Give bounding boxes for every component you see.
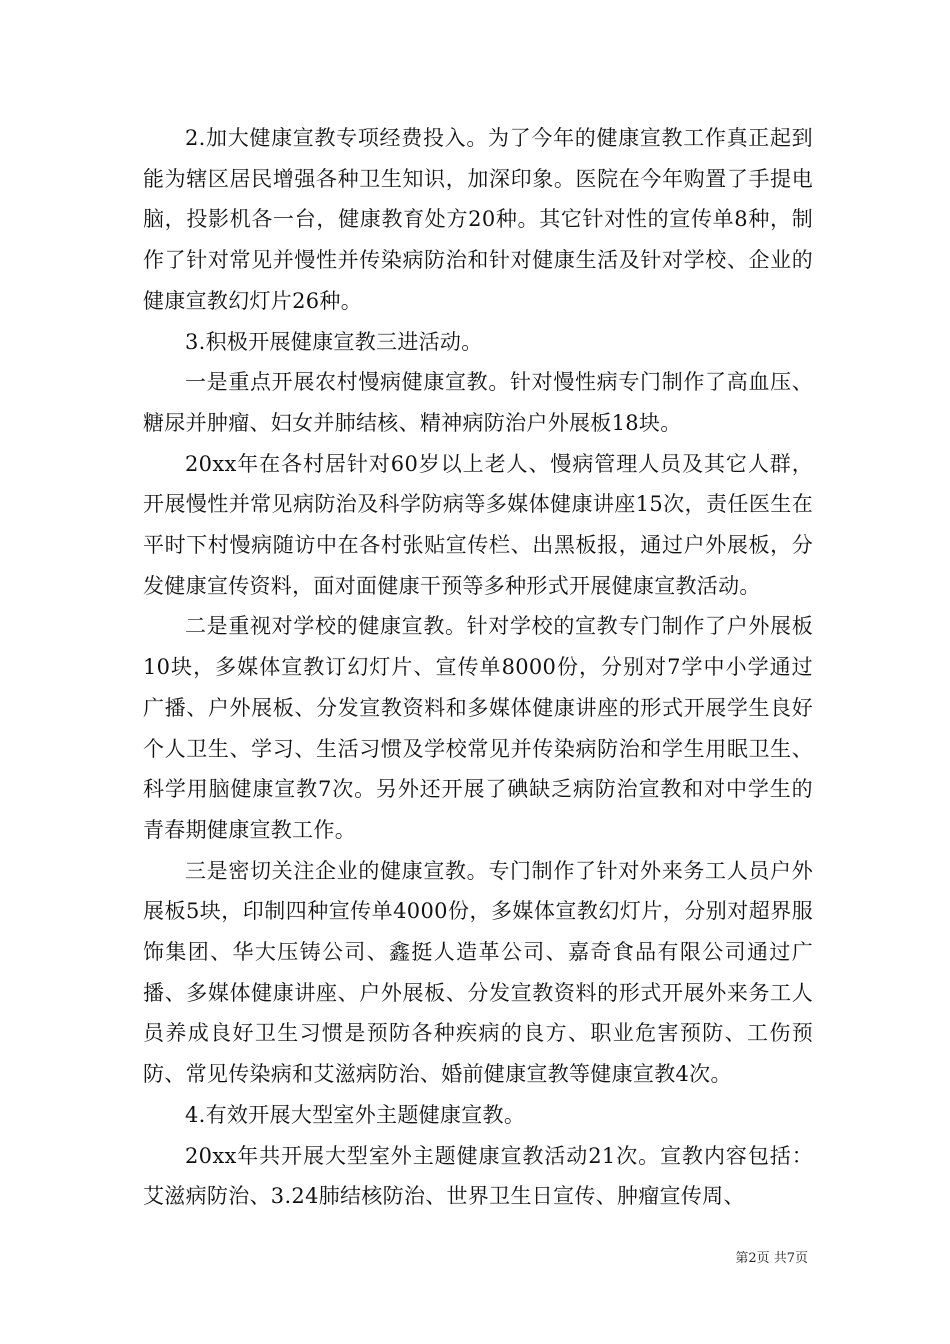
paragraph-rural-chronic: 一是重点开展农村慢病健康宣教。针对慢性病专门制作了高血压、糖尿并肿瘤、妇女并肺结核、精神病防治户外展板18块。 <box>143 370 813 435</box>
paragraph-heading-outdoor: 4.有效开展大型室外主题健康宣教。 <box>185 1102 526 1127</box>
document-body <box>143 118 813 1217</box>
paragraph-outdoor-events: 20xx年共开展大型室外主题健康宣教活动21次。宣教内容包括：艾滋病防治、3.24肺结核防治、世界卫生日宣传、肿瘤宣传周、 <box>143 1143 813 1209</box>
paragraph-village-lectures: 20xx年在各村居针对60岁以上老人、慢病管理人员及其它人群，开展慢性并常见病防治及科学防病等多媒体健康讲座15次，责任医生在平时下村慢病随访中在各村张贴宣传栏、出黑板报，通过户外展板，分发健康宣传资料，面对面健康干预等多种形式开展健康宣教活动。 <box>143 451 813 598</box>
paragraph-enterprise: 三是密切关注企业的健康宣教。专门制作了针对外来务工人员户外展板5块，印制四种宣传单4000份，多媒体宣教幻灯片，分别对超界服饰集团、华大压铸公司、鑫挺人造革公司、嘉奇食品有限公司通过广播、多媒体健康讲座、户外展板、分发宣教资料的形式开展外来务工人员养成良好卫生习惯是预防各种疾病的良方、职业危害预防、工伤预防、常见传染病和艾滋病防治、婚前健康宣教等健康宣教4次。 <box>143 858 813 1087</box>
paragraph-school: 二是重视对学校的健康宣教。针对学校的宣教专门制作了户外展板10块，多媒体宣教订幻灯片、宣传单8000份，分别对7学中小学通过广播、户外展板、分发宣教资料和多媒体健康讲座的形式开展学生良好个人卫生、学习、生活习惯及学校常见并传染病防治和学生用眠卫生、科学用脑健康宣教7次。另外还开展了碘缺乏病防治宣教和对中学生的青春期健康宣教工作。 <box>143 614 813 842</box>
paragraph-funding: 2.加大健康宣教专项经费投入。为了今年的健康宣教工作真正起到能为辖区居民增强各种卫生知识，加深印象。医院在今年购置了手提电脑，投影机各一台，健康教育处方20种。其它针对性的宣传单8种，制作了针对常见并慢性并传染病防治和针对健康生活及针对学校、企业的健康宣教幻灯片26种。 <box>143 126 813 313</box>
page-number: 第2页 共7页 <box>735 1251 808 1266</box>
paragraph-heading-three-activities: 3.积极开展健康宣教三进活动。 <box>185 329 483 354</box>
